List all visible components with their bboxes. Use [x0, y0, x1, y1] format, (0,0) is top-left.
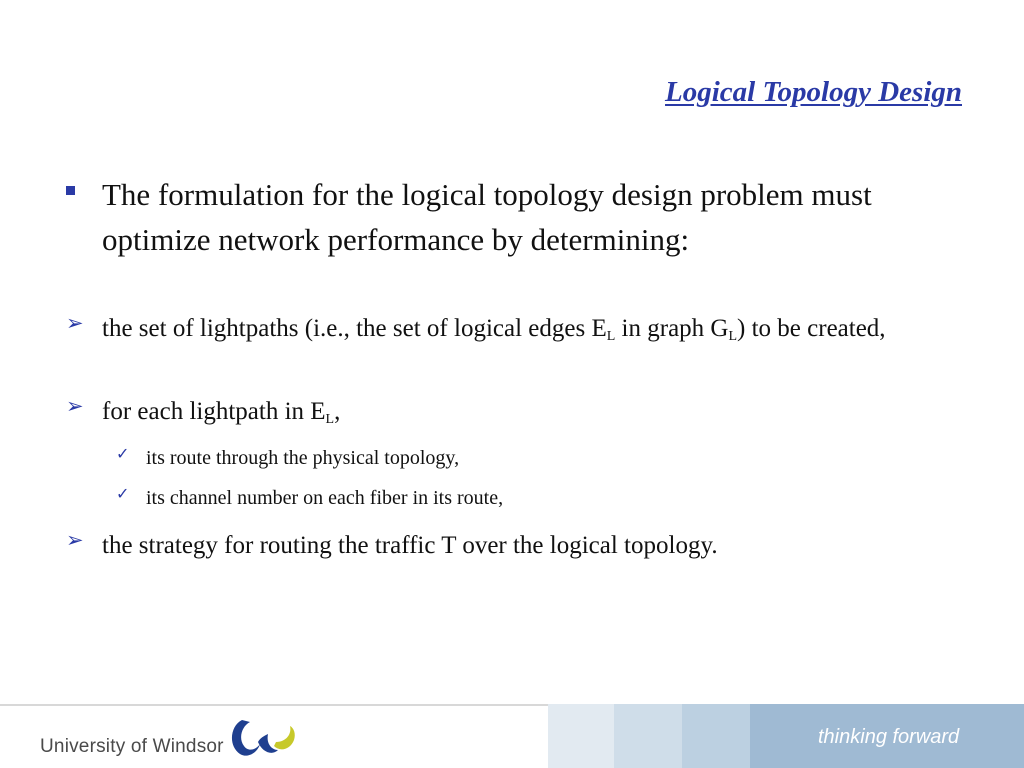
bullet-route-text: its route through the physical topology, [146, 447, 460, 469]
check-bullet-icon: ✓ [116, 444, 130, 463]
bullet-lightpaths-text: the set of lightpaths (i.e., the set of logical edges $E_L$ in graph $G_L$) to be created, [102, 315, 886, 344]
tagline: thinking forward [818, 726, 960, 748]
arrow-bullet-icon: ➢ [66, 528, 84, 552]
footer-strip [614, 704, 682, 768]
bullet-each-lightpath-text: for each lightpath in $E_L$, [102, 398, 341, 427]
footer-strip [682, 704, 750, 768]
university-logo-icon [228, 716, 300, 762]
arrow-bullet-icon: ➢ [66, 394, 84, 418]
university-name: University of Windsor [40, 736, 224, 757]
arrow-bullet-icon: ➢ [66, 311, 84, 335]
bullet-strategy-text: the strategy for routing the traffic T over the logical topology. [102, 532, 718, 559]
footer-branding [0, 706, 548, 768]
square-bullet-icon [66, 186, 75, 195]
bullet-main-text: The formulation for the logical topology design problem must optimize network performance by determining: [102, 177, 872, 257]
footer [0, 704, 1024, 768]
check-bullet-icon: ✓ [116, 484, 130, 503]
footer-strip [548, 704, 614, 768]
bullet-channel-text: its channel number on each fiber in its route, [146, 487, 504, 509]
slide-title: Logical Topology Design [665, 76, 962, 108]
